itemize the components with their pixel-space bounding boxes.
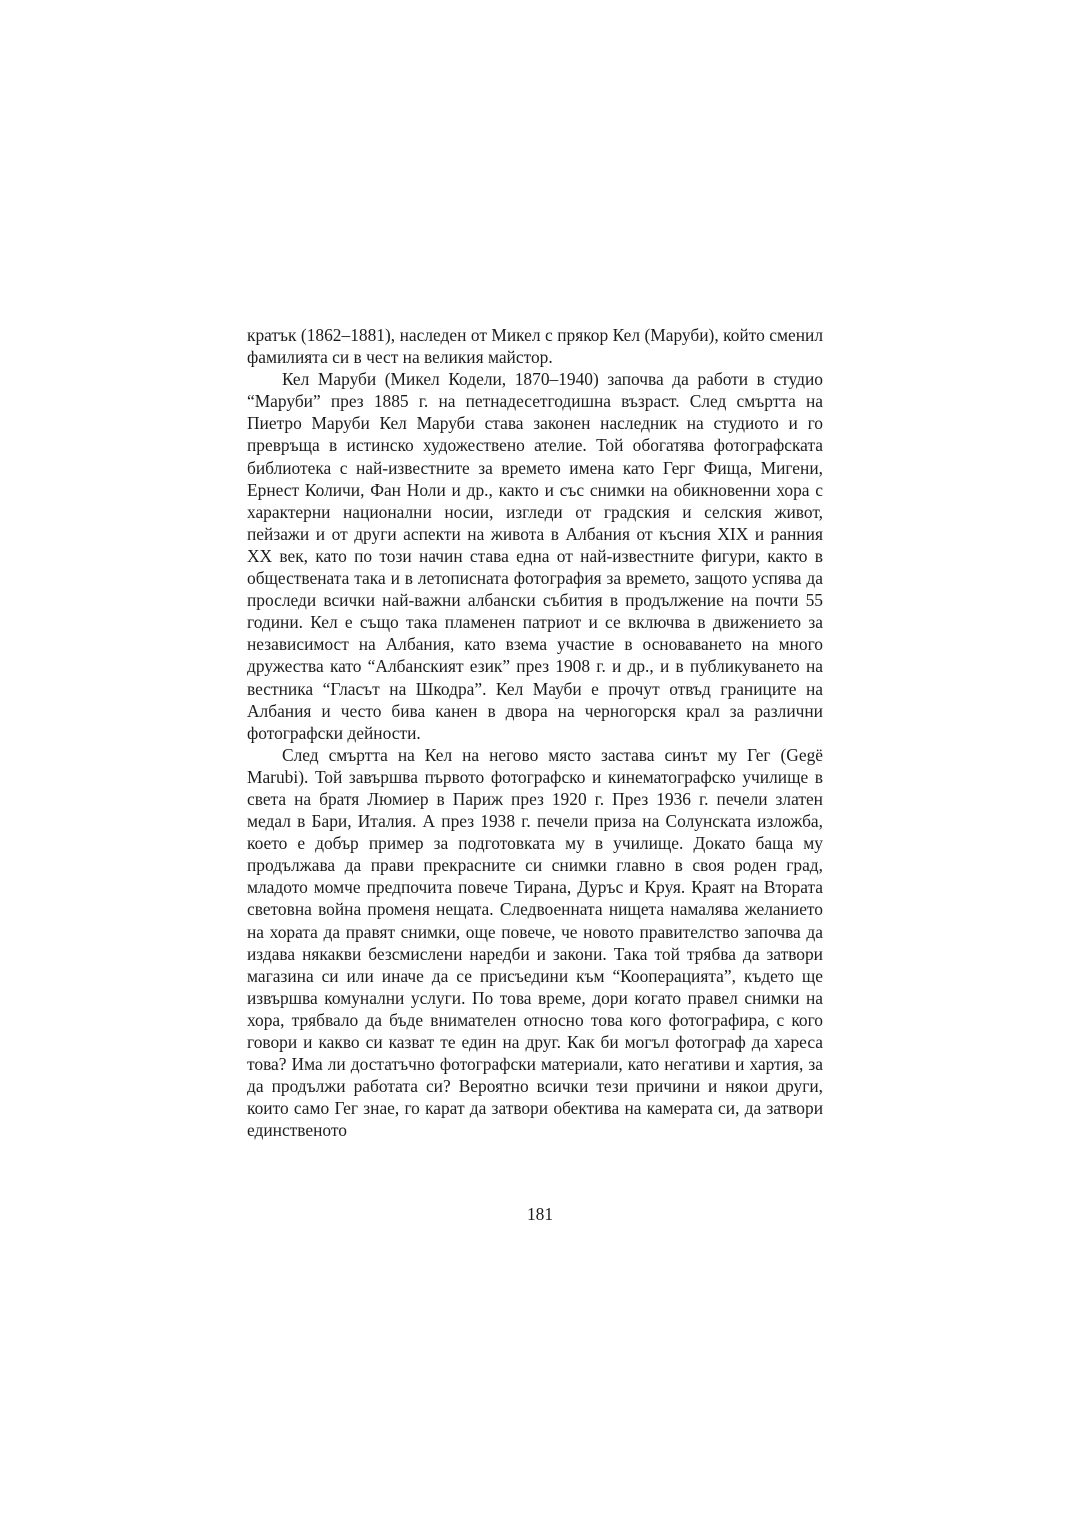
body-text xyxy=(247,324,823,1141)
paragraph-continuation: кратък (1862–1881), наследен от Микел с прякор Кел (Маруби), който сменил фамилията си в чест на великия майстор. xyxy=(247,325,823,368)
paragraph-kel-marubi: Кел Маруби (Микел Кодели, 1870–1940) започва да работи в студио “Маруби” през 1885 г. на петнадесетгодишна възраст. След смъртта на Пиетро Маруби Кел Маруби става законен наследник на студиото и го превръща в истинско художествено ателие. Той обогатява фотографската библиотека с най-известните за времето имена като Герг Фища, Мигени, Ернест Количи, Фан Ноли и др., както и със снимки на обикновенни хора с характерни национални носии, изгледи от градския и селския живот, пейзажи и от други аспекти на живота в Албания от късния XIX и ранния XX век, като по този начин става една от най-известните фигури, както в обществената така и в летописната фотография за времето, защото успява да проследи всички най-важни албански събития в продължение на почти 55 години. Кел е също така пламенен патриот и се включва в движението за независимост на Албания, като взема участие в основаването на много дружества като “Албанският език” през 1908 г. и др., и в публикуването на вестника “Гласът на Шкодра”. Кел Мауби е прочут отвъд границите на Албания и често бива канен в двора на черногорскя крал за различни фотографски дейности. xyxy=(247,369,823,743)
page-number: 181 xyxy=(526,1204,554,1224)
paragraph-geg-marubi: След смъртта на Кел на негово място застава синът му Гег (Gegë Marubi). Той завършва първото фотографско и кинематографско училище в света на братя Люмиер в Париж през 1920 г. През 1936 г. печели златен медал в Бари, Италия. А през 1938 г. печели приза на Солунската изложба, което е добър пример за подготовката му в училище. Докато баща му продължава да прави прекрасните си снимки главно в своя роден град, младото момче предпочита повече Тирана, Дуръс и Круя. Краят на Втората световна война променя нещата. Следвоенната нищета намалява желанието на хората да правят снимки, още повече, че новото правителство започва да издава някакви безсмислени наредби и закони. Така той трябва да затвори магазина си или иначе да се присъедини към “Кооперацията”, където ще извършва комунални услуги. По това време, дори когато правел снимки на хора, трябвало да бъде внимателен относно това кого фотографира, с кого говори и какво си казват те един на друг. Как би могъл фотограф да хареса това? Има ли достатъчно фотографски материали, като негативи и хартия, за да продължи работата си? Вероятно всички тези причини и някои други, които само Гег знае, го карат да затвори обектива на камерата си, да затвори единственото xyxy=(247,744,823,1141)
